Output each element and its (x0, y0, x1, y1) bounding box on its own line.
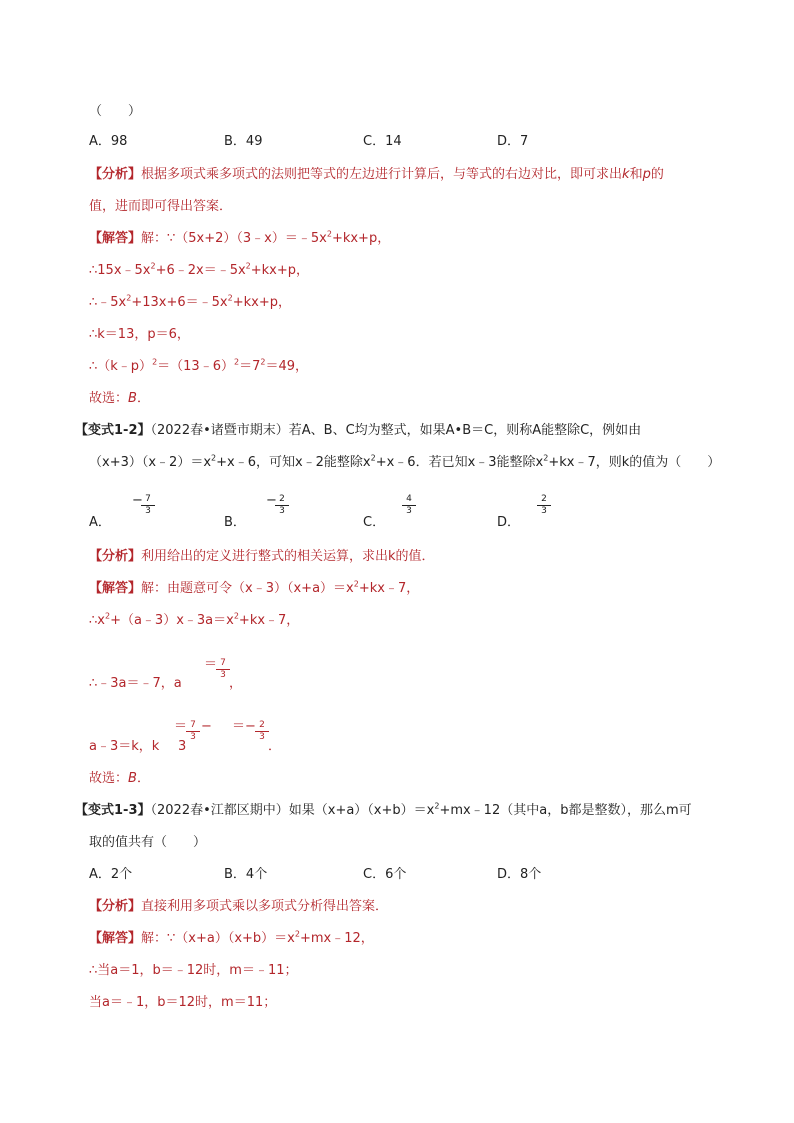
q2-option-a-minus: − (132, 493, 143, 508)
q2-answer: 【解答】解：由题意可令$(x﹣3)(x+a)=x^2+kx﹣7$， (89, 579, 420, 596)
q3-step1: ∴当a＝1，b＝﹣12时，m＝﹣11； (89, 963, 298, 978)
q1-choose: 故选：B． (89, 391, 150, 406)
q2-step3-three: 3 (178, 739, 187, 754)
q2-step3-minus: − (201, 719, 212, 734)
q1-option-c: C．14 (363, 134, 402, 149)
answer-tag: 【解答】 (89, 931, 142, 946)
q2-option-b-label: B． (224, 515, 246, 530)
q3-stem-line2: 取的值共有（ ） (89, 835, 207, 850)
q1-option-d: D．7 (497, 134, 529, 149)
q3-answer: 【解答】解：$\because(x+a)(x+b)=x^2+mx﹣12$， (89, 929, 374, 946)
q2-option-d-fraction: 2 3 (537, 495, 551, 516)
q2-option-c-label: C． (363, 515, 386, 530)
q1-option-b: B．49 (224, 134, 263, 149)
q3-tag: 【变式1-3】 (75, 803, 151, 818)
q1-step3: ∴k＝13，p＝6， (89, 327, 190, 342)
q1-analysis-line1: 【分析】根据多项式乘多项式的法则把等式的左边进行计算后，与等式的右边对比，即可求出k和p的 (89, 167, 664, 182)
q1-step4: $\therefore(k﹣p)^2=(13﹣6)^2=7^2=49$， (89, 357, 308, 374)
q2-tag: 【变式1-2】 (75, 423, 151, 438)
q2-stem-line2: $(x+3)(x﹣2)=x^2+x﹣6$，可知x﹣2能整除$x^2+x﹣6$．若已知x﹣3能整除$x^2+kx﹣7$，则k的值为（ ） (89, 453, 721, 470)
q2-step2: ∴﹣3a＝﹣7，a (89, 676, 182, 691)
analysis-tag: 【分析】 (89, 167, 142, 182)
q1-step1: $\therefore 15x﹣5x^2+6﹣2x=﹣5x^2+kx+p$， (89, 261, 310, 278)
q2-step3-fraction2: 2 3 (255, 721, 269, 742)
q1-step2: $\therefore﹣5x^2+13x+6=﹣5x^2+kx+p$， (89, 293, 291, 310)
q2-step3-end: ． (268, 739, 282, 754)
q3-option-c: C．6个 (363, 867, 407, 882)
q3-option-b: B．4个 (224, 867, 268, 882)
q2-option-c-fraction: 4 3 (402, 495, 416, 516)
q2-step3: a﹣3＝k，k (89, 739, 160, 754)
q1-analysis-line2: 值，进而即可得出答案． (89, 199, 233, 214)
q2-step3-fraction1: 7 3 (186, 721, 200, 742)
q2-option-d-label: D． (497, 515, 521, 530)
q2-step2-end: ， (229, 676, 243, 691)
q2-step2-eq: ＝ (204, 657, 218, 672)
q2-option-b-fraction: 2 3 (275, 495, 289, 516)
q2-option-a-label: A． (89, 515, 111, 530)
q2-choose: 故选：B． (89, 771, 150, 786)
q2-stem-line1: 【变式1-2】（2022春•诸暨市期末）若A、B、C均为整式，如果A•B＝C，则称A能整除C，例如由 (75, 423, 642, 438)
q2-step3-eq: ＝ (174, 719, 188, 734)
q3-option-a: A．2个 (89, 867, 133, 882)
q2-analysis: 【分析】利用给出的定义进行整式的相关运算，求出k的值． (89, 549, 435, 564)
q3-step2: 当a＝﹣1，b＝12时，m＝11； (89, 995, 277, 1010)
q3-stem-line1: 【变式1-3】（2022春•江都区期中）如果$(x+a)(x+b)=x^2+mx﹣12$（其中a，b都是整数），那么m可 (75, 801, 692, 818)
q1-option-a: A．98 (89, 134, 128, 149)
analysis-tag: 【分析】 (89, 899, 142, 914)
analysis-tag: 【分析】 (89, 549, 142, 564)
q2-option-a-fraction: 7 3 (141, 495, 155, 516)
q3-analysis: 【分析】直接利用多项式乘以多项式分析得出答案． (89, 899, 389, 914)
q1-answer: 【解答】解：$\because(5x+2)(3﹣x)=﹣5x^2+kx+p$， (89, 229, 391, 246)
q2-option-b-minus: − (266, 493, 277, 508)
q2-step3-eq2: ＝− (232, 719, 256, 734)
q2-step2-fraction: 7 3 (216, 659, 230, 680)
answer-tag: 【解答】 (89, 581, 142, 596)
q2-step1: $\therefore x^2+(a﹣3)x﹣3a=x^2+kx﹣7$， (89, 611, 300, 628)
q3-option-d: D．8个 (497, 867, 542, 882)
answer-tag: 【解答】 (89, 231, 142, 246)
q1-paren: （ ） (89, 104, 142, 119)
